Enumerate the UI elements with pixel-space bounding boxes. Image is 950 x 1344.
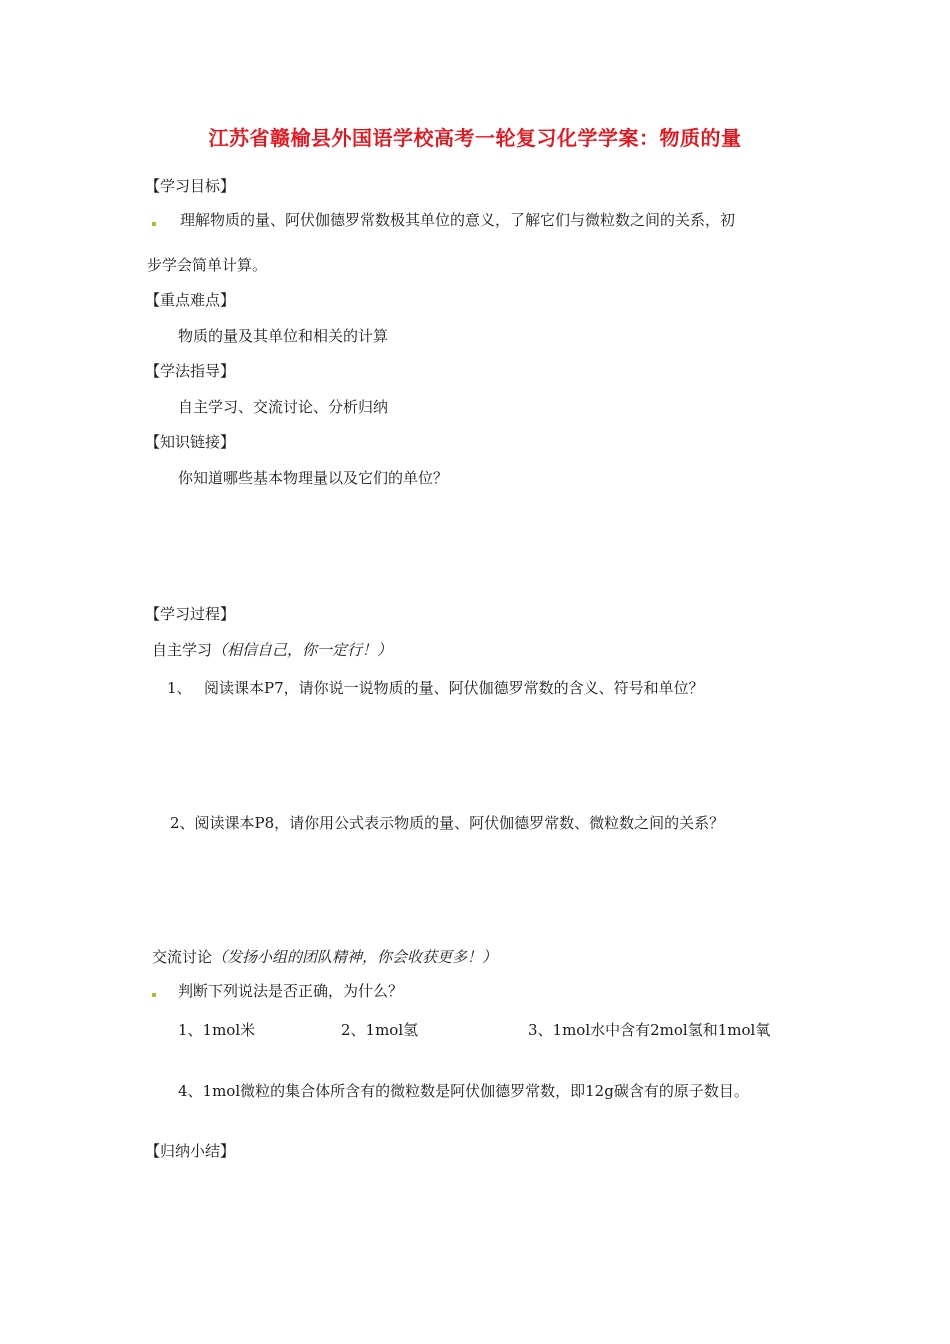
self-study-note: （相信自己，你一定行！） (212, 641, 393, 659)
discussion-label: 交流讨论 (152, 948, 213, 966)
statement-1: 1、1mol米 (178, 1021, 256, 1039)
self-study-label: 自主学习 (152, 641, 213, 659)
section-heading-key-points: 【重点难点】 (145, 291, 236, 309)
link-question: 你知道哪些基本物理量以及它们的单位？ (178, 469, 449, 487)
section-heading-goals: 【学习目标】 (145, 177, 236, 195)
question-1-number: 1、 (167, 679, 192, 697)
statement-3: 3、1mol水中含有2mol氢和1mol氧 (528, 1021, 771, 1039)
key-points-text: 物质的量及其单位和相关的计算 (178, 327, 389, 345)
statement-2: 2、1mol氢 (341, 1021, 419, 1039)
section-heading-summary: 【归纳小结】 (145, 1142, 236, 1160)
self-study-row (152, 640, 392, 660)
section-heading-method: 【学法指导】 (145, 362, 236, 380)
discussion-note: （发扬小组的团队精神，你会收获更多！） (212, 948, 498, 966)
goals-text-line2: 步学会简单计算。 (147, 256, 268, 274)
bullet-marker (152, 222, 156, 226)
section-heading-link: 【知识链接】 (145, 433, 236, 451)
section-heading-process: 【学习过程】 (145, 605, 236, 623)
question-1: 阅读课本P7，请你说一说物质的量、阿伏伽德罗常数的含义、符号和单位？ (204, 679, 704, 697)
page-title: 江苏省赣榆县外国语学校高考一轮复习化学学案：物质的量 (208, 126, 742, 150)
method-text: 自主学习、交流讨论、分析归纳 (178, 398, 389, 416)
discussion-row (152, 947, 497, 967)
goals-text-line1: 理解物质的量、阿伏伽德罗常数极其单位的意义，了解它们与微粒数之间的关系，初 (180, 211, 736, 229)
statement-4: 4、1mol微粒的集合体所含有的微粒数是阿伏伽德罗常数，即12g碳含有的原子数目。 (178, 1082, 749, 1100)
bullet-marker (152, 993, 156, 997)
question-2: 2、阅读课本P8，请你用公式表示物质的量、阿伏伽德罗常数、微粒数之间的关系？ (170, 814, 725, 832)
discussion-prompt: 判断下列说法是否正确，为什么？ (178, 982, 404, 1000)
